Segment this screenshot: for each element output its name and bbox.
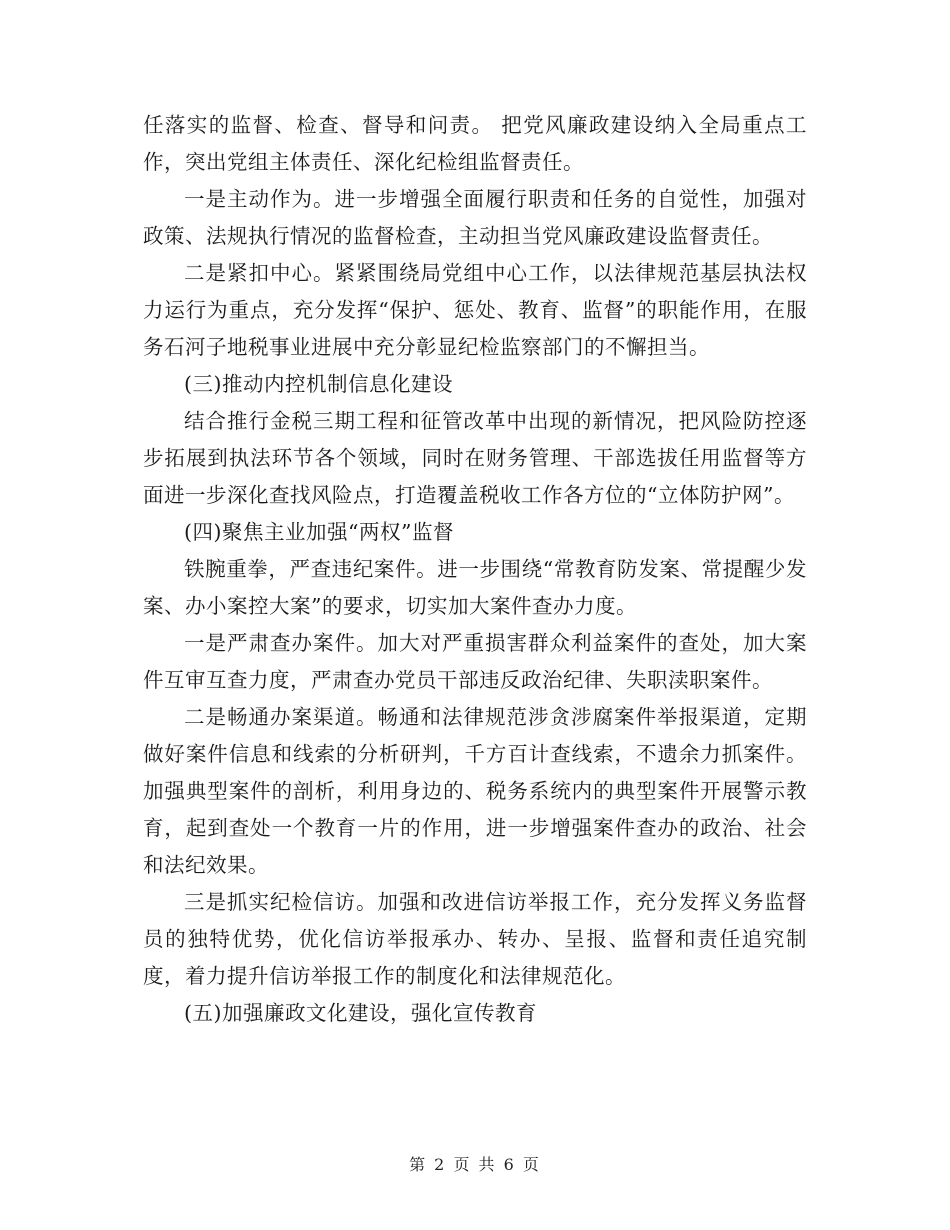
paragraph: 任落实的监督、检查、督导和问责。 把党风廉政建设纳入全局重点工作，突出党组主体责任、深化纪检组监督责任。 [143,113,807,174]
paragraph: 一是主动作为。进一步增强全面履行职责和任务的自觉性，加强对政策、法规执行情况的监督检查，主动担当党风廉政建设监督责任。 [143,187,807,248]
paragraph: 二是紧扣中心。紧紧围绕局党组中心工作，以法律规范基层执法权力运行为重点，充分发挥“保护、惩处、教育、监督”的职能作用，在服务石河子地税事业进展中充分彰显纪检监察部门的不懈担当。 [143,261,807,359]
paragraph: 三是抓实纪检信访。加强和改进信访举报工作，充分发挥义务监督员的独特优势，优化信访举报承办、转办、呈报、监督和责任追究制度，着力提升信访举报工作的制度化和法律规范化。 [143,890,807,988]
paragraph: 一是严肃查办案件。加大对严重损害群众利益案件的查处，加大案件互审互查力度，严肃查办党员干部违反政治纪律、失职渎职案件。 [143,631,807,692]
document-body [143,107,807,1032]
paragraph: 结合推行金税三期工程和征管改革中出现的新情况，把风险防控逐步拓展到执法环节各个领域，同时在财务管理、干部选拔任用监督等方面进一步深化查找风险点，打造覆盖税收工作各方位的“立体防护网”。 [143,409,807,507]
paragraph: 二是畅通办案渠道。畅通和法律规范涉贪涉腐案件举报渠道，定期做好案件信息和线索的分析研判，千方百计查线索，不遗余力抓案件。加强典型案件的剖析，利用身边的、税务系统内的典型案件开展警示教育，起到查处一个教育一片的作用，进一步增强案件查办的政治、社会和法纪效果。 [143,705,807,877]
paragraph: 铁腕重拳，严查违纪案件。进一步围绕“常教育防发案、常提醒少发案、办小案控大案”的要求，切实加大案件查办力度。 [143,557,807,618]
section-heading: (三)推动内控机制信息化建设 [184,372,453,396]
section-heading: (四)聚焦主业加强“两权”监督 [184,520,454,544]
page-number-footer: 第 2 页 共 6 页 [409,1155,541,1174]
section-heading: (五)加强廉政文化建设，强化宣传教育 [184,1001,537,1025]
